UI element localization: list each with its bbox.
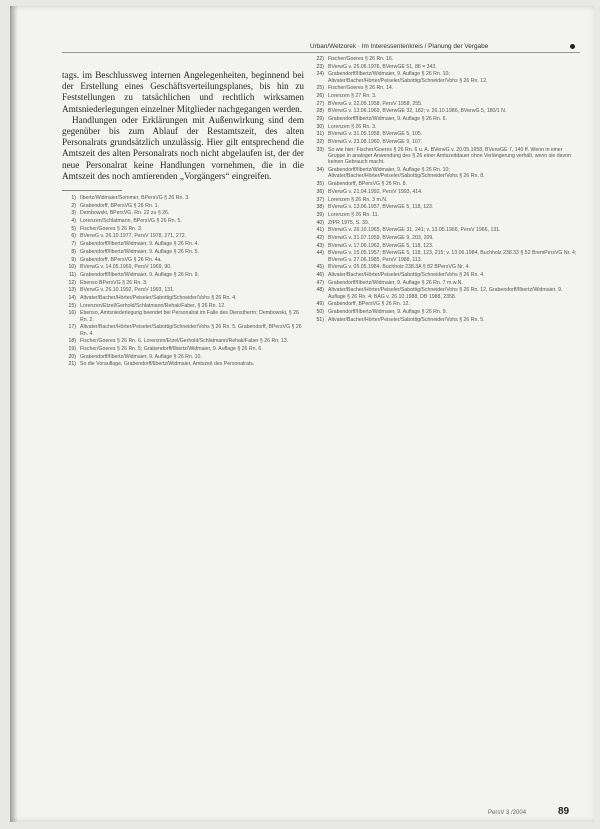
footnote-number: 19) xyxy=(68,346,76,352)
footnote-text: So wie hier: Fischer/Goeres § 26 Rn. 6 u. A. BVerwG v. 20.05.1958, BVerwGE 7, 140 ff. Wenn in einer Gruppe in analoger Anwendung des § 26 einer Amtszeitdauer ohne Verlängerung verhält, wenn sie davon keinen Gebrauch macht. xyxy=(328,146,571,166)
footnote-text: Lorenzen/Schlatmann, BPersVG § 26 Rn. 5. xyxy=(80,218,182,225)
footnote-text: BVerwG v. 15.05.1957; BVerwGE 5, 118, 123, 215; v. 13.06.1984, Buchholz 238.33 § 52 BremPersVG Nr. 4; BVerwG v. 27.06.1985, PersV 1988, 113. xyxy=(328,250,577,263)
footnote xyxy=(62,249,304,255)
footnote-text: BVerwG v. 17.06.1962, BVerwGE 5, 118, 123. xyxy=(328,242,434,249)
footnote-text: Grabendorff/Ilbertz/Widmaier, 9. Auflage § 26 Rn. 10; Altvater/Bacher/Hörter/Peiseler/Sabottig/Schneider/Vohs § 26 Rn. 8. xyxy=(328,167,485,180)
footnote xyxy=(62,264,304,270)
footnote xyxy=(310,197,580,203)
footnote xyxy=(310,264,580,270)
footnote-number: 33) xyxy=(316,146,324,153)
footnote-number: 12) xyxy=(68,279,76,286)
footnote-text: BVerwG v. 13.06.1957, BVerwGE 5, 118, 123. xyxy=(328,204,434,211)
footnote-number: 36) xyxy=(316,188,324,195)
footnote xyxy=(310,204,580,210)
footnote-number: 39) xyxy=(316,211,324,218)
footnote-number: 21) xyxy=(68,361,76,368)
footnote xyxy=(310,212,580,218)
footnotes-left xyxy=(62,195,304,368)
footnote-number: 13) xyxy=(68,287,76,294)
footnote-number: 35) xyxy=(316,181,324,188)
body-text xyxy=(62,70,304,182)
footnote-text: Fischer/Goeres § 26 Rn. 6. Lorenzen/Etzel/Gerhold/Schlatmann/Rehak/Faber § 26 Rn. 13. xyxy=(80,338,289,345)
footnote xyxy=(62,346,304,352)
footnote xyxy=(310,181,580,187)
footnote-text: Grabendorff/Ilbertz/Widmaier, 9. Auflage § 26 Rn. 10; Altvater/Bacher/Hörter/Peiseler/Sabottig/Schneider/Vohs § 26 Rn. 12. xyxy=(328,71,488,84)
footnote-number: 17) xyxy=(68,324,76,331)
footnote-number: 16) xyxy=(68,310,76,317)
footnote xyxy=(310,56,580,62)
footnote-number: 9) xyxy=(71,256,76,263)
footnote-rule xyxy=(62,190,122,191)
footnote xyxy=(62,295,304,301)
footnote-text: Altvater/Bacher/Hörter/Peiseler/Sabottig/Schneider/Vohs § 26 Rn. 12, Grabendorff/Ilbertz/Widmaier, 9. Auflage § 26 Rn. 4; BAG v. 26.10.1988, DB 1988, 2358. xyxy=(328,287,563,300)
footnote xyxy=(310,124,580,130)
header-bullet-icon xyxy=(570,44,575,49)
footnote-text: Fischer/Goeres § 26 Rn. 5; Grabendorff/Ilbertz/Widmaier, 9. Auflage § 26 Rn. 6. xyxy=(80,346,263,352)
footnote-text: BVerwG v. 26.10.1992, PersV 1993, 131. xyxy=(80,287,175,294)
footnote xyxy=(310,139,580,145)
footnote xyxy=(62,233,304,239)
footnote xyxy=(310,85,580,91)
footnote xyxy=(62,354,304,360)
footnote-text: Ebenso BPersVG § 26 Rn. 3. xyxy=(80,279,148,286)
footnote xyxy=(62,287,304,293)
footnote xyxy=(62,338,304,344)
footnote xyxy=(310,93,580,99)
footnote-text: Dembowski, BPersVG, Rn. 22 zu § 26. xyxy=(80,210,170,217)
footnote xyxy=(62,280,304,286)
footnote-text: Grabendorff/Ilbertz/Widmaier, 9. Auflage § 26 Rn. 10. xyxy=(80,353,202,360)
footnote xyxy=(310,64,580,70)
footnote xyxy=(62,203,304,209)
footnote-text: Altvater/Bacher/Hörter/Peiseler/Sabottig/Schneider/Vohs § 26 Rn. 4. xyxy=(328,271,485,278)
footnote xyxy=(310,250,580,263)
footnote-text: Fischer/Goeres § 26 Rn. 14. xyxy=(328,85,394,92)
footnote-number: 45) xyxy=(316,264,324,271)
footnote-text: BVerwG v. 31.07.1959, BVerwGE 9, 203, 209. xyxy=(328,234,434,241)
footnote-text: So die Vorauflage, Grabendorff/Ilbertz/Widmaier, Amtszeit des Personalrats. xyxy=(80,361,255,368)
footnote-number: 34) xyxy=(316,167,324,174)
footnote-text: Grabendorff, BPersVG § 26 Rn. 8. xyxy=(328,181,407,188)
footnote-text: BVerwG v. 26.10.1965, BVerwGE 31, 241; v. 13.05.1966, PersV 1966, 131. xyxy=(328,227,501,234)
footnote-text: BVerwG v. 14.05.1969, PersV 1969, 90. xyxy=(80,264,172,271)
footnote-number: 15) xyxy=(68,302,76,309)
footnote-number: 32) xyxy=(316,139,324,146)
footnote-number: 40) xyxy=(316,219,324,226)
footnote xyxy=(310,131,580,137)
footnote-text: Lorenzen § 27 Rn. 3. xyxy=(328,93,377,100)
running-head: Urban/Wetzorek · Im Interessentenkreis / Planung der Vergabe xyxy=(310,43,489,50)
footnote xyxy=(310,116,580,122)
footnote-number: 4) xyxy=(71,218,76,225)
footnote-number: 2) xyxy=(71,202,76,209)
footnote-number: 18) xyxy=(68,338,76,345)
footnote-text: Altvater/Bacher/Hörter/Peiseler/Sabottig/Schneider/Vohs § 26 Rn. 4. xyxy=(80,294,237,301)
footnote xyxy=(62,303,304,309)
footnote-number: 41) xyxy=(316,227,324,234)
footnote-text: Grabendorff/Ilbertz/Widmaier, 9. Auflage § 26 Rn. 6. xyxy=(328,116,447,123)
footnote-text: Ilbertz/Widmaier/Sommer, BPersVG § 26 Rn. 3. xyxy=(80,195,190,202)
footnote-text: BVerwG v. 26.10.1977, PersV 1978, 271, 272. xyxy=(80,233,187,240)
footnote-number: 43) xyxy=(316,242,324,249)
footnote xyxy=(62,210,304,216)
footnote-number: 7) xyxy=(71,241,76,248)
footnote xyxy=(62,361,304,367)
footnote-number: 22) xyxy=(316,56,324,62)
footnote xyxy=(310,309,580,315)
footnote-number: 20) xyxy=(68,353,76,360)
footnote xyxy=(62,241,304,247)
footnote-number: 50) xyxy=(316,309,324,316)
footnote-text: Lorenzen § 26 Rn. 3 m.N. xyxy=(328,196,388,203)
book-spine-shadow xyxy=(10,6,18,822)
paragraph: tags. im Beschlussweg internen Angelegenheiten, beginnend bei der Erstellung eines Geschäftsverteilungsplanes, bis hin zu Feststellungen zu tatsächlichen und rechtlich wirksamen Amtsniederlegungen einzelner Mitglieder nachgegangen werden. xyxy=(62,70,304,114)
footnote-text: Grabendorff/Ilbertz/Widmaier, 9. Auflage § 26 Rn. 5. xyxy=(80,248,199,255)
footnote-number: 3) xyxy=(71,210,76,217)
footnote-number: 46) xyxy=(316,271,324,278)
footnote xyxy=(310,220,580,226)
footnote-text: Grabendorff/Ilbertz/Widmaier, 9. Auflage § 26 Rn. 9. xyxy=(80,271,199,278)
footnote-number: 51) xyxy=(316,316,324,323)
footnote-text: Grabendorff/Ilbertz/Widmaier, 9. Auflage § 26 Rn. 4. xyxy=(80,241,199,248)
footnote xyxy=(62,310,304,323)
footnote xyxy=(62,324,304,337)
left-column xyxy=(62,56,304,369)
footnote-text: BVerwG v. 13.06.1969, BVerwGE 32, 182; v. 26.10.1986, BVerwG 5, 180/1 N. xyxy=(328,108,507,115)
footnote xyxy=(62,272,304,278)
footnote xyxy=(310,227,580,233)
footnote-text: BVerwG v. 25.06.1976, BVerwGE 51, 86 = 343. xyxy=(328,63,437,70)
footnote xyxy=(62,257,304,263)
footnote-number: 23) xyxy=(316,63,324,70)
footnote-text: BVerwG v. 23.08.1960, BVerwGE 9, 107. xyxy=(328,139,423,146)
footnote-text: Altvater/Bacher/Hörter/Peiseler/Sabottig/Schneider/Vohs § 26 Rn. 5. xyxy=(328,316,485,323)
right-column xyxy=(310,56,580,324)
footnote-number: 5) xyxy=(71,225,76,232)
footnote-text: Ebenso, Amtsniederlegung beendet bei Personalrat im Falle des Dienstherrn; Dembowski, § 26 Rn. 2. xyxy=(80,310,299,323)
footnote xyxy=(62,226,304,232)
footnote-number: 1) xyxy=(71,195,76,202)
footnote-text: Altvater/Bacher/Hörter/Peiseler/Sabottig/Schneider/Vohs § 26 Rn. 5. Grabendorff, BPersVG § 26 Rn. 4. xyxy=(80,324,302,337)
footnote xyxy=(62,218,304,224)
footnote-text: BVerwG v. 22.09.1958, PersV 1958, 255. xyxy=(328,100,423,107)
footnote-text: Fischer/Goeres § 26 Rn. 16. xyxy=(328,56,394,62)
footnote-number: 30) xyxy=(316,123,324,130)
footnote xyxy=(310,280,580,286)
footnote-number: 26) xyxy=(316,93,324,100)
footnote xyxy=(310,167,580,180)
footnote xyxy=(310,287,580,300)
footnote-number: 29) xyxy=(316,116,324,123)
paragraph: Handlungen oder Erklärungen mit Außenwirkung sind dem gegenüber bis zum Ablauf der Restamtszeit, des alten Personalrats grundsätzlich unzulässig. Hier gilt entsprechend die Amtszeit des alten Personalrats noch nicht abgelaufen ist, der der neue Personalrat keine Handlungen vornehmen, die in die Amtszeit des noch amtierenden „Vorgängers“ eingreifen. xyxy=(62,114,304,181)
footnote-number: 44) xyxy=(316,250,324,257)
footnote-number: 11) xyxy=(68,271,76,278)
footnote xyxy=(62,195,304,201)
footnote xyxy=(310,235,580,241)
footnote-number: 42) xyxy=(316,234,324,241)
footnote-number: 28) xyxy=(316,108,324,115)
footnote xyxy=(310,108,580,114)
footnote-text: BVerwG v. 31.05.1958, BVerwGE 5, 105. xyxy=(328,131,423,138)
footnote-text: Grabendorff, BPersVG § 26 Rn. 12. xyxy=(328,301,410,308)
footnote xyxy=(310,189,580,195)
footnote-text: Lorenzen § 26 Rn. 11. xyxy=(328,211,379,218)
footnote-text: Lorenzen/Etzel/Gerhold/Schlatmann/Rehak/Faber, § 26 Rn. 12. xyxy=(80,302,226,309)
footer-source: PersV 3 /2004 xyxy=(488,810,527,816)
page-number: 89 xyxy=(558,806,570,817)
footnote-text: Grabendorff, BPersVG § 26 Rn. 4a. xyxy=(80,256,162,263)
footnote-text: Grabendorff, BPersVG § 26 Rn. 1. xyxy=(80,202,159,209)
footnote xyxy=(310,101,580,107)
footnote-text: Grabendorff/Ilbertz/Widmaier, 9. Auflage § 26 Rn. 9. xyxy=(328,309,447,316)
header-rule xyxy=(62,52,580,53)
footnote-number: 49) xyxy=(316,301,324,308)
footnote xyxy=(310,243,580,249)
footnote-text: BVerwG v. 05.05.1984, Buchholz 238.3A § 82 BPersVG Nr. 4. xyxy=(328,264,470,271)
footnote xyxy=(310,147,580,166)
footnote xyxy=(310,272,580,278)
footnote-text: Lorenzen § 26 Rn. 3. xyxy=(328,123,377,130)
footnote-text: BVerwG v. 21.04.1992, PersV 1993, 414. xyxy=(328,188,423,195)
footnote-text: ZfPR 1975, S. 39. xyxy=(328,219,370,226)
footnote-number: 48) xyxy=(316,287,324,294)
footnote xyxy=(310,301,580,307)
footnote-number: 37) xyxy=(316,196,324,203)
footnote-number: 38) xyxy=(316,204,324,211)
footnote-number: 8) xyxy=(71,248,76,255)
footnote-number: 31) xyxy=(316,131,324,138)
footnote-number: 6) xyxy=(71,233,76,240)
footnote-number: 25) xyxy=(316,85,324,92)
footnote-text: Fischer/Goeres § 26 Rn. 3. xyxy=(80,225,143,232)
footnote-number: 10) xyxy=(68,264,76,271)
footnote-text: Grabendorff/Ilbertz/Widmaier, 9. Auflage § 26 Rn. 7 m.w.N. xyxy=(328,279,463,286)
footnote-number: 27) xyxy=(316,100,324,107)
document-page xyxy=(10,6,594,822)
footnotes-right xyxy=(310,56,580,323)
footnote-number: 24) xyxy=(316,71,324,78)
footnote-number: 47) xyxy=(316,279,324,286)
footnote xyxy=(310,71,580,84)
footnote-number: 14) xyxy=(68,294,76,301)
footnote xyxy=(310,317,580,323)
